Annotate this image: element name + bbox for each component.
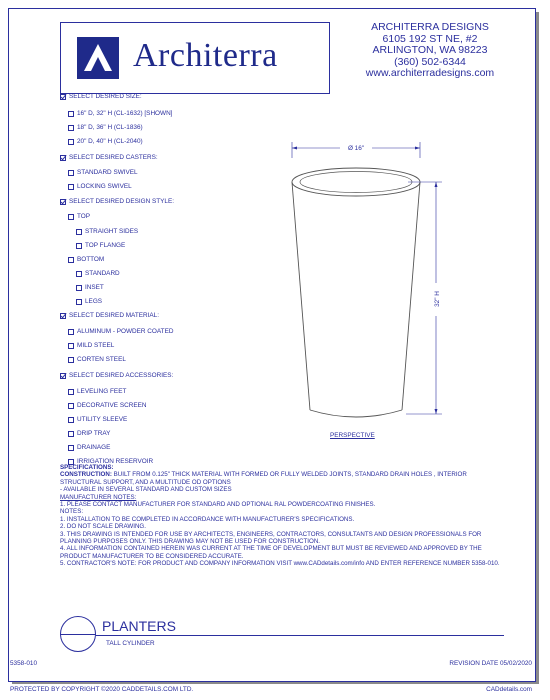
- checkbox[interactable]: [68, 257, 74, 263]
- checkbox[interactable]: [76, 299, 82, 305]
- note-3: 3. THIS DRAWING IS INTENDED FOR USE BY ARCHITECTS, ENGINEERS, CONTRACTORS, CONSULTANTS AND DESIGN PROFESSIONALS FOR PLANNING PURPOSES ONLY. THIS DRAWING MAY NOT BE USED FOR CONSTRUCTION.: [60, 530, 482, 546]
- checkbox[interactable]: [68, 329, 74, 335]
- checkbox[interactable]: [60, 199, 66, 205]
- option-leveling-feet[interactable]: LEVELING FEET: [68, 388, 126, 395]
- option-top[interactable]: TOP: [68, 213, 90, 220]
- planter-perspective-drawing: [280, 138, 460, 448]
- option-size-2040[interactable]: 20" D, 40" H (CL-2040): [68, 138, 143, 145]
- note-5: 5. CONTRACTOR'S NOTE: FOR PRODUCT AND COMPANY INFORMATION VISIT www.CADdetails.com/info AND ENTER REFERENCE NUMBER 5358-010.: [60, 560, 500, 568]
- title-circle-divider: [60, 634, 96, 635]
- company-website[interactable]: www.architerradesigns.com: [365, 67, 495, 79]
- option-standard-swivel[interactable]: STANDARD SWIVEL: [68, 169, 138, 176]
- note-4: 4. ALL INFORMATION CONTAINED HEREIN WAS CURRENT AT THE TIME OF DEVELOPMENT BUT MUST BE REVIEWED AND APPROVED BY THE PRODUCT MANUFACTURER TO BE CONSIDERED ACCURATE.: [60, 545, 482, 560]
- checkbox[interactable]: [76, 229, 82, 235]
- drawing-title: PLANTERS: [102, 618, 176, 634]
- sizes-line: - AVAILABLE IN SEVERAL STANDARD AND CUSTOM SIZES: [60, 486, 232, 494]
- checkbox[interactable]: [60, 155, 66, 161]
- title-underline: [96, 635, 504, 636]
- checkbox[interactable]: [68, 139, 74, 145]
- specs-heading: SPECIFICATIONS:: [60, 464, 114, 471]
- caddetails-brand[interactable]: CADdetails.com: [486, 686, 532, 693]
- checkbox[interactable]: [60, 94, 66, 100]
- checkbox[interactable]: [68, 343, 74, 349]
- checkbox[interactable]: [68, 214, 74, 220]
- title-block: [60, 614, 504, 652]
- perspective-caption: PERSPECTIVE: [330, 432, 375, 439]
- option-bottom[interactable]: BOTTOM: [68, 256, 104, 263]
- checkbox[interactable]: [76, 243, 82, 249]
- construction-label: CONSTRUCTION:: [60, 471, 112, 479]
- mfr-notes-label: MANUFACTURER NOTES:: [60, 493, 137, 501]
- checkbox[interactable]: [68, 111, 74, 117]
- option-aluminum[interactable]: ALUMINUM - POWDER COATED: [68, 328, 173, 335]
- company-address2: ARLINGTON, WA 98223: [372, 44, 488, 56]
- option-straight-sides[interactable]: STRAIGHT SIDES: [76, 228, 138, 235]
- option-top-flange[interactable]: TOP FLANGE: [76, 242, 125, 249]
- checkbox[interactable]: [68, 389, 74, 395]
- reference-number: 5358-010: [10, 660, 38, 667]
- checkbox[interactable]: [68, 170, 74, 176]
- architerra-logo-icon: [77, 37, 119, 79]
- checkbox[interactable]: [68, 431, 74, 437]
- copyright-notice: PROTECTED BY COPYRIGHT ©2020 CADDETAILS.COM LTD.: [10, 686, 194, 693]
- drawing-subtitle: TALL CYLINDER: [106, 640, 155, 647]
- revision-date: REVISION DATE 05/02/2020: [449, 660, 532, 667]
- checkbox[interactable]: [60, 373, 66, 379]
- checkbox[interactable]: [76, 285, 82, 291]
- option-drainage[interactable]: DRAINAGE: [68, 444, 110, 451]
- construction-text: BUILT FROM 0.125" THICK MATERIAL WITH FORMED OR FULLY WELDED JOINTS, STANDARD DRAIN HOLES , INTERIOR STRUCTURAL SUPPORT, AND A MULTITUDE OD OPTIONS: [60, 471, 467, 486]
- company-logo: [60, 22, 330, 94]
- company-name: ARCHITERRA DESIGNS: [371, 21, 489, 33]
- diameter-label: Ø 16": [347, 145, 365, 152]
- option-size-1836[interactable]: 18" D, 36" H (CL-1836): [68, 124, 143, 131]
- option-drip-tray[interactable]: DRIP TRAY: [68, 430, 110, 437]
- checkbox[interactable]: [68, 125, 74, 131]
- option-casters-heading[interactable]: SELECT DESIRED CASTERS:: [60, 154, 158, 161]
- note-2: 2. DO NOT SCALE DRAWING.: [60, 523, 146, 531]
- checkbox[interactable]: [68, 403, 74, 409]
- mfr-note-1: 1. PLEASE CONTACT MANUFACTURER FOR STANDARD AND OPTIONAL RAL POWDERCOATING FINISHES.: [60, 501, 376, 509]
- checkbox[interactable]: [68, 184, 74, 190]
- construction-line: [60, 471, 500, 486]
- checkbox[interactable]: [76, 271, 82, 277]
- note-1: 1. INSTALLATION TO BE COMPLETED IN ACCORDANCE WITH MANUFACTURER'S SPECIFICATIONS.: [60, 515, 355, 523]
- specifications: [60, 464, 500, 568]
- option-locking-swivel[interactable]: LOCKING SWIVEL: [68, 183, 132, 190]
- notes-label: NOTES:: [60, 508, 84, 516]
- option-accessories-heading[interactable]: SELECT DESIRED ACCESSORIES:: [60, 372, 173, 379]
- option-material-heading[interactable]: SELECT DESIRED MATERIAL:: [60, 312, 159, 319]
- option-size-heading[interactable]: SELECT DESIRED SIZE:: [60, 93, 142, 100]
- checkbox[interactable]: [68, 417, 74, 423]
- option-style-heading[interactable]: SELECT DESIRED DESIGN STYLE:: [60, 198, 174, 205]
- option-size-1632[interactable]: 16" D, 32" H (CL-1632) [SHOWN]: [68, 110, 172, 117]
- company-phone: (360) 502-6344: [394, 55, 466, 68]
- option-mild-steel[interactable]: MILD STEEL: [68, 342, 114, 349]
- option-legs[interactable]: LEGS: [76, 298, 102, 305]
- height-label: 32" H: [434, 291, 441, 307]
- checkbox[interactable]: [68, 445, 74, 451]
- company-address1: 6105 192 ST NE, #2: [382, 32, 478, 45]
- option-irrigation-reservoir[interactable]: IRRIGATION RESERVOIR: [68, 458, 153, 465]
- checkbox[interactable]: [68, 357, 74, 363]
- option-inset[interactable]: INSET: [76, 284, 104, 291]
- logo-wordmark: Architerra: [133, 37, 278, 74]
- company-info: [330, 22, 530, 80]
- option-corten-steel[interactable]: CORTEN STEEL: [68, 356, 126, 363]
- option-utility-sleeve[interactable]: UTILITY SLEEVE: [68, 416, 127, 423]
- option-standard[interactable]: STANDARD: [76, 270, 120, 277]
- option-decorative-screen[interactable]: DECORATIVE SCREEN: [68, 402, 146, 409]
- checkbox[interactable]: [60, 313, 66, 319]
